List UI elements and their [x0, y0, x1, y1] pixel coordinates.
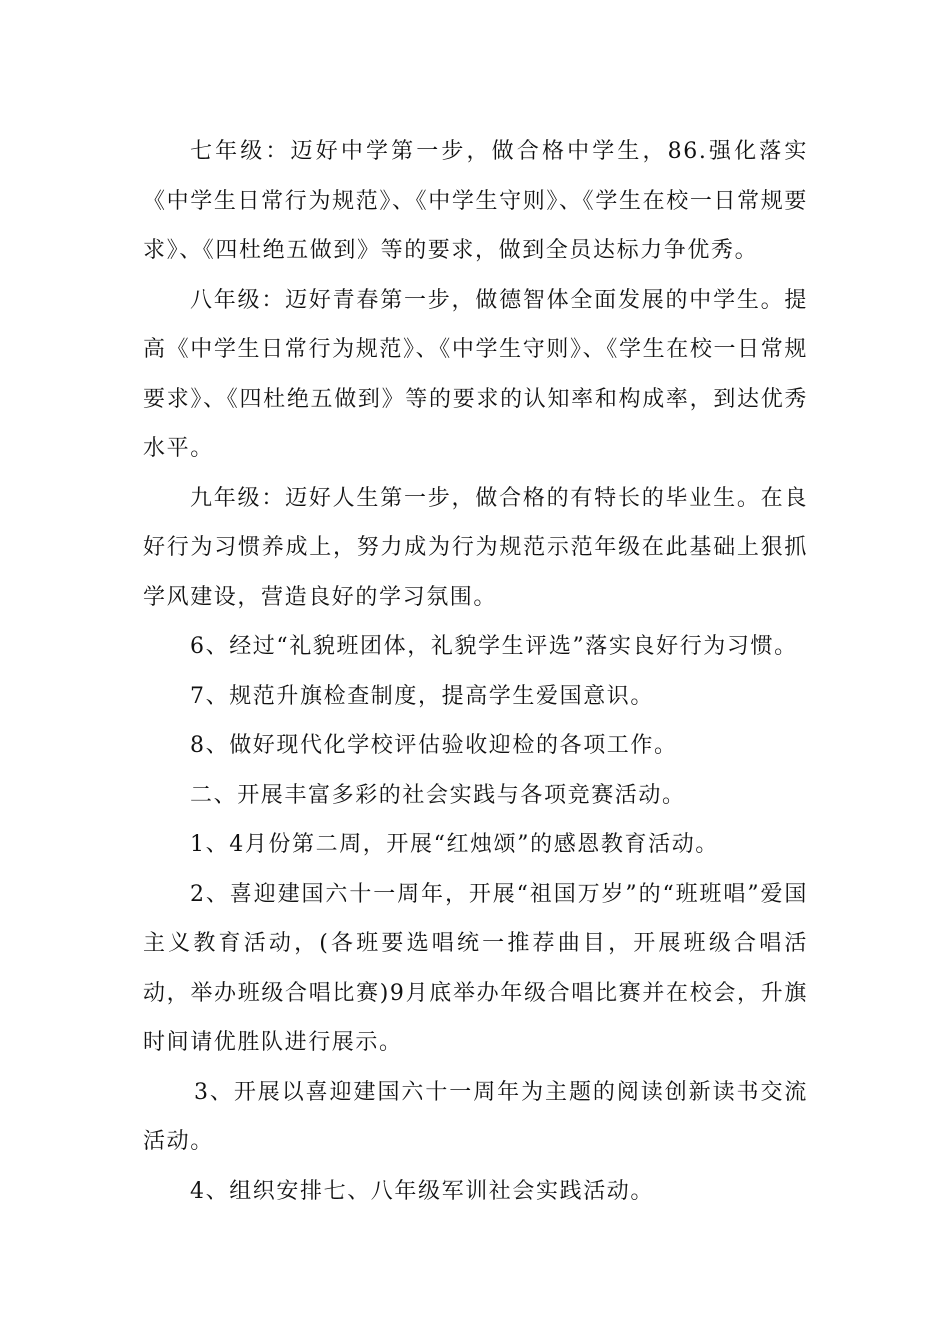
paragraph-item-7: 7、规范升旗检查制度，提高学生爱国意识。 [190, 683, 654, 709]
paragraph-activity-3: 3、开展以喜迎建国六十一周年为主题的阅读创新读书交流活动。 [143, 1079, 808, 1154]
paragraph-grade-nine: 九年级：迈好人生第一步，做合格的有特长的毕业生。在良好行为习惯养成上，努力成为行为规范示范年级在此基础上狠抓学风建设，营造良好的学习氛围。 [143, 485, 808, 610]
document-body [143, 127, 808, 1216]
section-heading-two: 二、开展丰富多彩的社会实践与各项竞赛活动。 [190, 782, 686, 808]
paragraph-grade-eight: 八年级：迈好青春第一步，做德智体全面发展的中学生。提高《中学生日常行为规范》、《中学生守则》、《学生在校一日常规要求》、《四杜绝五做到》等的要求的认知率和构成率，到达优秀水平。 [143, 287, 808, 461]
paragraph-item-8: 8、做好现代化学校评估验收迎检的各项工作。 [190, 733, 678, 758]
paragraph-activity-4: 4、组织安排七、八年级军训社会实践活动。 [190, 1178, 654, 1204]
paragraph-activity-2: 2、喜迎建国六十一周年，开展“祖国万岁”的“班班唱”爱国主义教育活动，(各班要选唱统一推荐曲目，开展班级合唱活动，举办班级合唱比赛)9月底举办年级合唱比赛并在校会，升旗时间请优胜队进行展示。 [143, 881, 808, 1055]
paragraph-item-6: 6、经过“礼貌班团体，礼貌学生评选”落实良好行为习惯。 [190, 634, 798, 659]
paragraph-activity-1: 1、4月份第二周，开展“红烛颂”的感恩教育活动。 [190, 832, 719, 857]
paragraph-grade-seven: 七年级：迈好中学第一步，做合格中学生，86.强化落实《中学生日常行为规范》、《中学生守则》、《学生在校一日常规要求》、《四杜绝五做到》等的要求，做到全员达标力争优秀。 [143, 139, 808, 263]
